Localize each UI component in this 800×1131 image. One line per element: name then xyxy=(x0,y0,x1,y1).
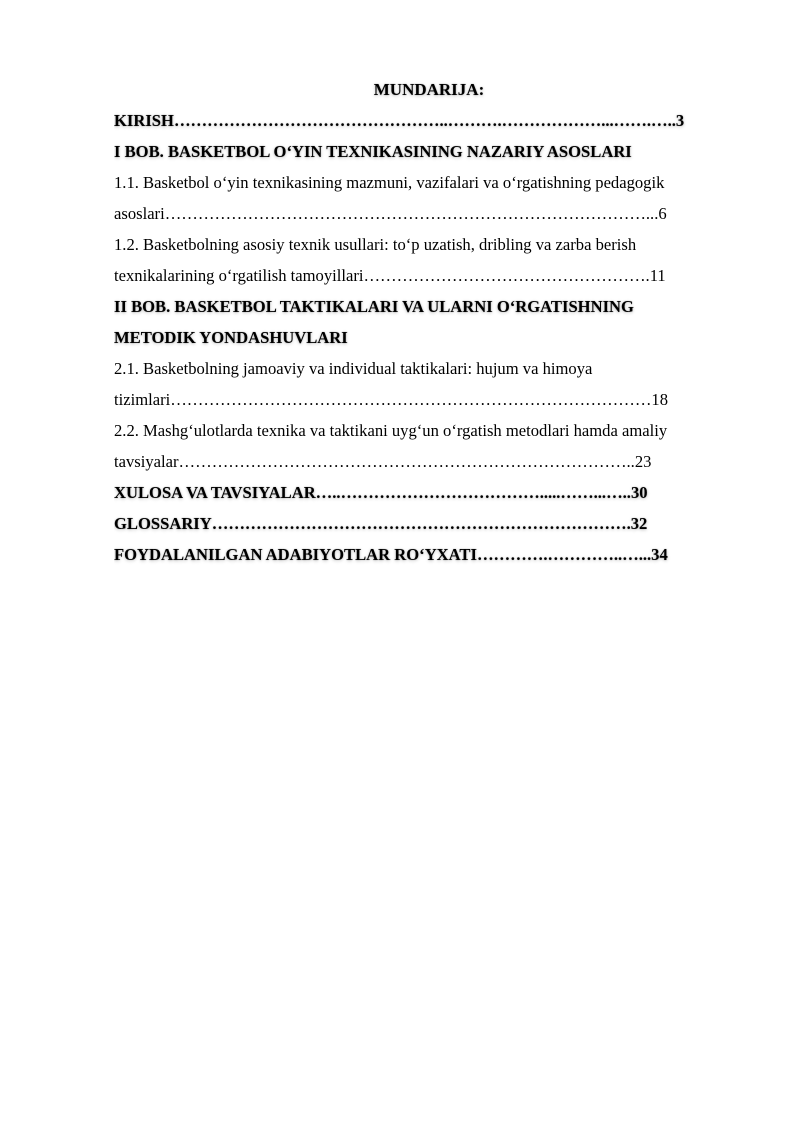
toc-entry-adabiyotlar: FOYDALANILGAN ADABIYOTLAR RO‘YXATI………….…………..…...34 xyxy=(114,545,668,564)
toc-entry-xulosa: XULOSA VA TAVSIYALAR…..……………………………….....……...…..30 xyxy=(114,483,648,502)
toc-chapter-2-heading-line-1: II BOB. BASKETBOL TAKTIKALARI VA ULARNI O‘RGATISHNING xyxy=(114,297,634,316)
toc-title: MUNDARIJA: xyxy=(373,80,485,99)
toc-entry-kirish: KIRISH…………………………………………..……….………………...…….…..3 xyxy=(114,111,685,130)
toc-section-2-2-line-2: tavsiyalar………………………………………………………………………..23 xyxy=(114,452,652,471)
toc-section-1-1-line-1: 1.1. Basketbol o‘yin texnikasining mazmuni, vazifalari va o‘rgatishning pedagogik xyxy=(114,173,665,192)
toc-section-1-2-line-1: 1.2. Basketbolning asosiy texnik usullari: to‘p uzatish, dribling va zarba berish xyxy=(114,235,637,254)
table-of-contents xyxy=(114,74,744,570)
toc-section-1-2-line-2: texnikalarining o‘rgatilish tamoyillari…………………………………………….11 xyxy=(114,266,666,285)
toc-section-2-1-line-2: tizimlari……………………………………………………………………………18 xyxy=(114,390,669,409)
toc-section-1-1-line-2: asoslari……………………………………………………………………………...6 xyxy=(114,204,667,223)
toc-chapter-2-heading-line-2: METODIK YONDASHUVLARI xyxy=(114,328,348,347)
toc-section-2-2-line-1: 2.2. Mashg‘ulotlarda texnika va taktikani uyg‘un o‘rgatish metodlari hamda amaliy xyxy=(114,421,668,440)
toc-section-2-1-line-1: 2.1. Basketbolning jamoaviy va individual taktikalari: hujum va himoya xyxy=(114,359,593,378)
toc-chapter-1-heading: I BOB. BASKETBOL O‘YIN TEXNIKASINING NAZARIY ASOSLARI xyxy=(114,142,632,161)
toc-entry-glossariy: GLOSSARIY………………………………………………………………….32 xyxy=(114,514,648,533)
